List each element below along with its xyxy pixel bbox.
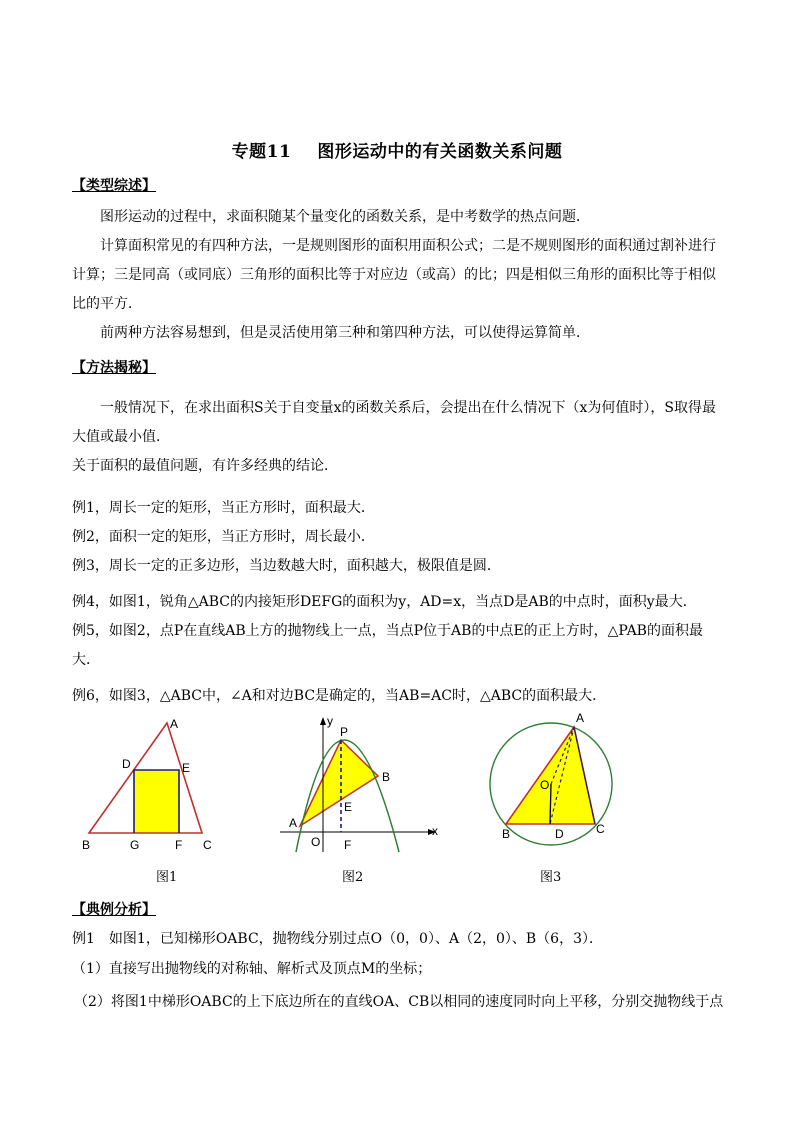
example-3: 例3，周长一定的正多边形，当边数越大时，面积越大，极限值是圆． <box>72 558 501 574</box>
label-x: x <box>432 824 438 838</box>
figure-2 <box>275 712 445 857</box>
label-c: C <box>203 838 212 852</box>
figure-1-caption: 图1 <box>156 870 178 885</box>
question-1-part-1: （1）直接写出抛物线的对称轴、解析式及顶点M的坐标； <box>72 961 432 977</box>
figure-3-caption: 图3 <box>540 870 562 885</box>
label-b: B <box>82 838 91 852</box>
example-2: 例2，面积一定的矩形，当正方形时，周长最小． <box>72 529 375 545</box>
label-a: A <box>170 717 179 731</box>
example-6: 例6，如图3，△ABC中，∠A和对边BC是确定的，当AB=AC时，△ABC的面积最大． <box>72 688 607 704</box>
label-f: F <box>175 838 183 852</box>
section-heading-examples: 【典例分析】 <box>72 902 156 918</box>
fill-rectangle <box>134 770 179 833</box>
label-b: B <box>502 827 511 841</box>
label-y: y <box>327 714 333 728</box>
question-1: 例1 如图1，已知梯形OABC，抛物线分别过点O（0，0）、A（2，0）、B（6，3）． <box>72 931 603 947</box>
section-heading-overview: 【类型综述】 <box>72 178 156 194</box>
question-1-part-2: （2）将图1中梯形OABC的上下底边所在的直线OA、CB以相同的速度同时向上平移，分别交抛物线于点 <box>74 994 724 1010</box>
page-title: 专题11 图形运动中的有关函数关系问题 <box>231 142 563 162</box>
paragraph: 一般情况下，在求出面积S关于自变量x的函数关系后，会提出在什么情况下（x为何值时），S取得最大值或最小值． <box>72 400 716 445</box>
figure-1 <box>75 712 225 857</box>
section-heading-method: 【方法揭秘】 <box>72 360 156 376</box>
label-g: G <box>130 838 140 852</box>
label-e: E <box>344 800 353 814</box>
label-p: P <box>340 725 349 739</box>
triangle-pab <box>300 740 378 826</box>
fill-right <box>550 727 595 824</box>
label-a: A <box>289 816 298 830</box>
y-axis-arrow <box>320 717 326 725</box>
example-1: 例1，周长一定的矩形，当正方形时，面积最大． <box>72 500 375 516</box>
paragraph: 前两种方法容易想到，但是灵活使用第三种和第四种方法，可以使得运算简单． <box>100 325 590 341</box>
label-d: D <box>555 827 564 841</box>
label-o: O <box>540 778 550 792</box>
paragraph: 图形运动的过程中，求面积随某个量变化的函数关系，是中考数学的热点问题． <box>100 209 590 225</box>
label-b: B <box>382 770 391 784</box>
example-5: 例5，如图2，点P在直线AB上方的抛物线上一点，当点P位于AB的中点E的正上方时，△PAB的面积最大． <box>72 623 703 668</box>
figure-3 <box>480 708 630 858</box>
label-o: O <box>311 835 321 849</box>
label-d: D <box>122 757 131 771</box>
paragraph: 关于面积的最值问题，有许多经典的结论． <box>72 458 338 474</box>
figure-2-caption: 图2 <box>342 870 364 885</box>
label-c: C <box>596 822 605 836</box>
label-f: F <box>344 838 352 852</box>
paragraph: 计算面积常见的有四种方法，一是规则图形的面积用面积公式；二是不规则图形的面积通过割补进行计算；三是同高（或同底）三角形的面积比等于对应边（或高）的比；四是相似三角形的面积比等于相似比的平方． <box>72 238 716 312</box>
label-e: E <box>182 761 191 775</box>
example-4: 例4，如图1，锐角△ABC的内接矩形DEFG的面积为y，AD=x，当点D是AB的中点时，面积y最大． <box>72 594 697 610</box>
label-a: A <box>576 711 585 725</box>
